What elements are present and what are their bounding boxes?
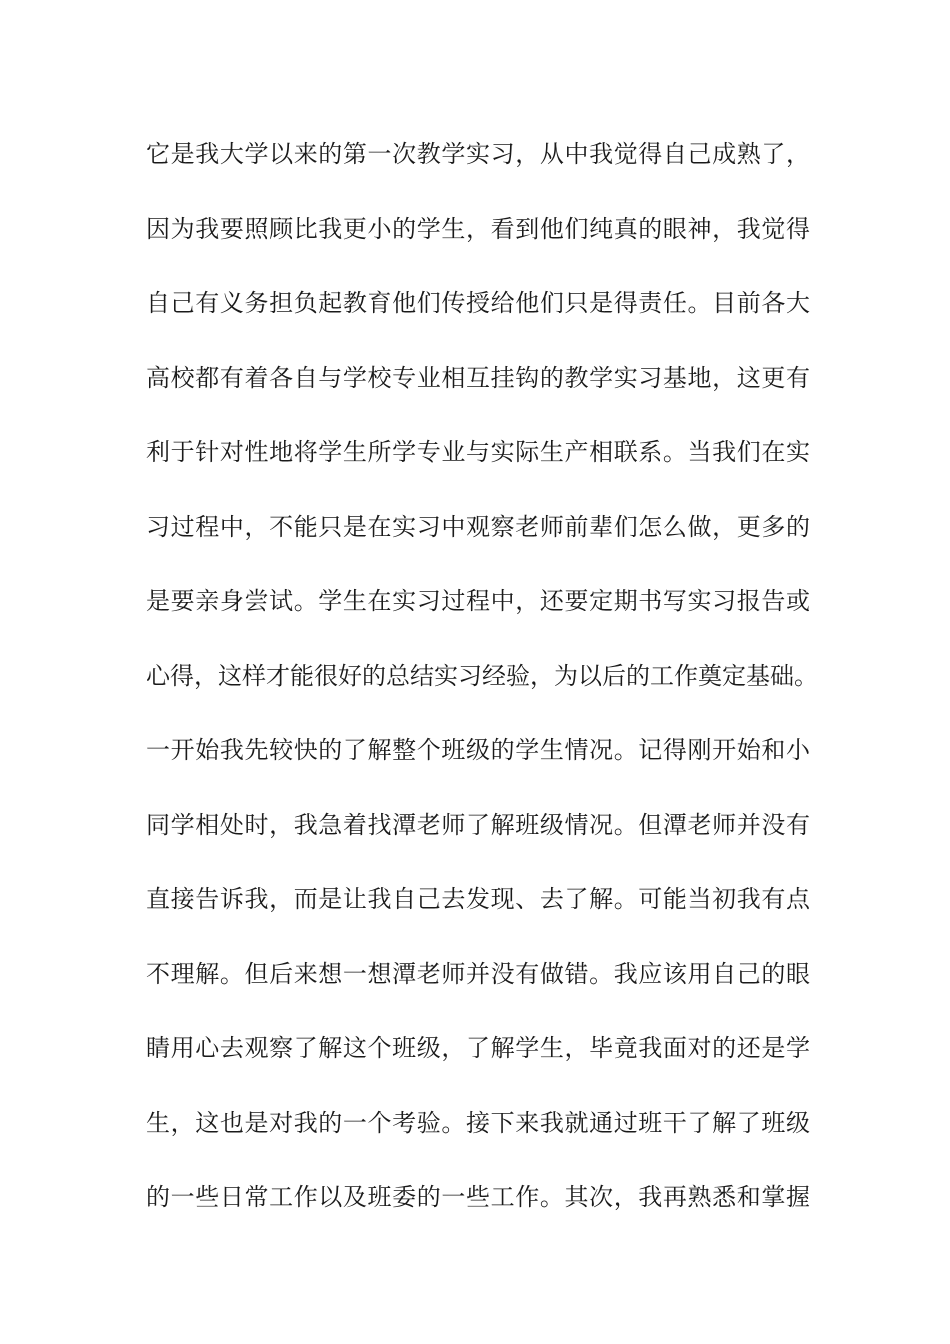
text-line-6: 习过程中，不能只是在实习中观察老师前辈们怎么做，更多的: [146, 512, 810, 541]
text-line-8: 心得，这样才能很好的总结实习经验，为以后的工作奠定基础。: [146, 661, 818, 690]
text-line-13: 睛用心去观察了解这个班级，了解学生，毕竟我面对的还是学: [146, 1034, 810, 1062]
text-line-10: 同学相处时，我急着找潭老师了解班级情况。但潭老师并没有: [146, 810, 810, 839]
body-paragraph: [146, 130, 818, 1248]
text-line-9: 一开始我先较快的了解整个班级的学生情况。记得刚开始和小: [146, 736, 810, 764]
text-line-11: 直接告诉我，而是让我自己去发现、去了解。可能当初我有点: [146, 885, 810, 913]
text-line-1: 它是我大学以来的第一次教学实习，从中我觉得自己成熟了，: [146, 140, 810, 168]
text-line-4: 高校都有着各自与学校专业相互挂钩的教学实习基地，这更有: [146, 363, 810, 392]
text-line-7: 是要亲身尝试。学生在实习过程中，还要定期书写实习报告或: [146, 587, 810, 615]
text-line-14: 生，这也是对我的一个考验。接下来我就通过班干了解了班级: [146, 1108, 810, 1137]
text-line-5: 利于针对性地将学生所学专业与实际生产相联系。当我们在实: [146, 438, 810, 466]
text-line-15: 的一些日常工作以及班委的一些工作。其次，我再熟悉和掌握: [146, 1183, 810, 1211]
text-line-2: 因为我要照顾比我更小的学生，看到他们纯真的眼神，我觉得: [146, 214, 810, 243]
text-line-12: 不理解。但后来想一想潭老师并没有做错。我应该用自己的眼: [146, 959, 810, 988]
text-line-3: 自己有义务担负起教育他们传授给他们只是得责任。目前各大: [146, 289, 810, 317]
